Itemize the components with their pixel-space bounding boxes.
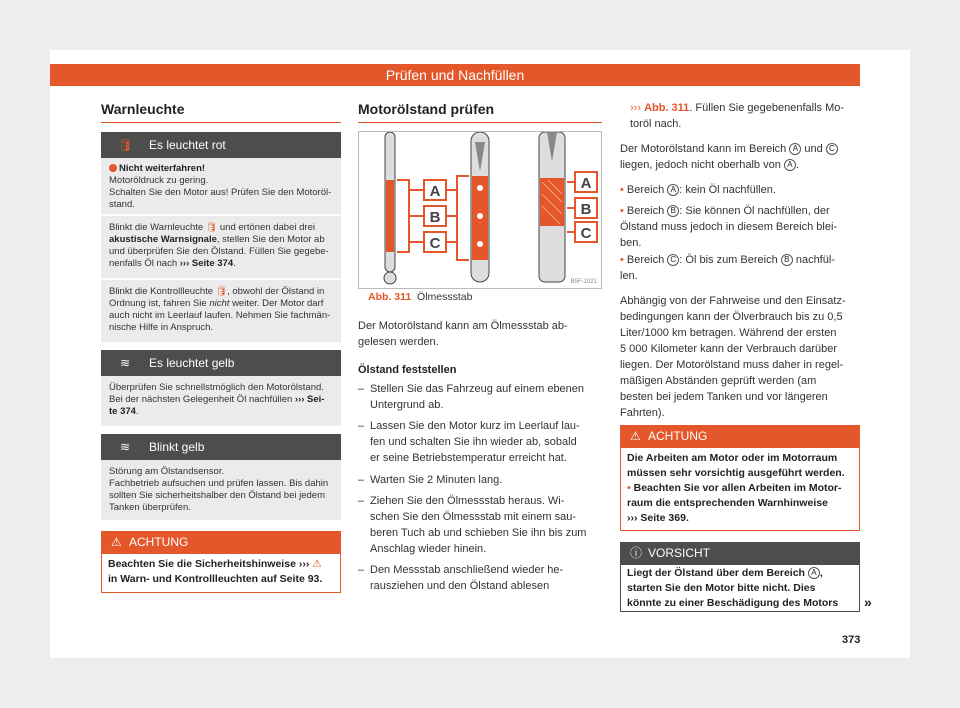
text: Bei der nächsten Gelegenheit Öl nachfüllen xyxy=(109,394,293,405)
label-c: C xyxy=(580,225,592,242)
oil-level-icon: ≋ xyxy=(119,440,131,454)
text-line: Stellen Sie das Fahrzeug auf einem ebenen xyxy=(370,383,585,395)
text-line: Motoröldruck zu gering. xyxy=(109,175,209,186)
oil-can-icon: 🛢 xyxy=(117,138,133,152)
chapter-header xyxy=(50,64,860,86)
text-line: Fahrten). xyxy=(620,407,665,419)
bar-label: Es leuchtet rot xyxy=(149,138,226,152)
text-line: müssen sehr vorsichtig ausgeführt werden. xyxy=(627,467,845,479)
text-line: rausziehen und den Ölstand ablesen xyxy=(370,580,550,592)
marker-dot xyxy=(477,213,483,219)
text: . Füllen Sie gegebenenfalls Mo- xyxy=(689,102,845,114)
text-line: ben. xyxy=(620,237,642,249)
oil-can-icon: 🛢 xyxy=(205,222,218,232)
label-c: C xyxy=(429,235,441,252)
text-line: Untergrund ab. xyxy=(370,399,444,411)
text-line: gelesen werden. xyxy=(358,336,439,348)
dash-marker: – xyxy=(358,420,365,432)
achtung-header-1 xyxy=(101,531,341,553)
section-rule xyxy=(358,122,602,123)
text: : Sie können Öl nachfüllen, der xyxy=(679,205,830,217)
label-b: B xyxy=(429,209,441,226)
text-line: sollten Sie sicherheitshalber den Ölstand bei jedem xyxy=(109,490,325,501)
dipstick-tip xyxy=(384,272,396,284)
text: Beachten Sie vor allen Arbeiten im Motor- xyxy=(633,482,842,494)
text-line: toröl nach. xyxy=(630,118,682,130)
badge-c: C xyxy=(667,254,679,266)
text-line: starten Sie den Motor bitte nicht. Dies xyxy=(627,582,816,594)
text-line: Tanken überprüfen. xyxy=(109,502,191,513)
text-line: und überprüfen Sie den Ölstand. Füllen Sie gegebe- xyxy=(109,246,329,257)
section-title-warnleuchte: Warnleuchte xyxy=(101,101,185,117)
caption-text: Ölmessstab xyxy=(417,291,473,303)
text-line: Überprüfen Sie schnellstmöglich den Motorölstand. xyxy=(109,382,324,393)
text: Liegt der Ölstand über dem Bereich xyxy=(627,567,805,579)
vorsicht-label: VORSICHT xyxy=(648,546,711,560)
page-number: 373 xyxy=(842,634,861,646)
text: Blinkt die Warnleuchte xyxy=(109,222,204,233)
text-line: liegen. Der Motorölstand muss daher in regel- xyxy=(620,359,844,371)
dash-marker: – xyxy=(358,495,365,507)
page-reference[interactable]: Sei- xyxy=(307,394,325,405)
info-circle-icon: ⓘ xyxy=(630,546,643,560)
text-line: schen Sie den Ölmessstab mit einem sau- xyxy=(370,511,577,523)
text-line: er seine Betriebstemperatur erreicht hat. xyxy=(370,452,567,464)
bar-es-leuchtet-rot xyxy=(101,132,341,158)
info-box-rot-3 xyxy=(101,280,341,342)
intro-text xyxy=(358,318,602,350)
text: weiter. Der Motor darf xyxy=(232,298,324,309)
page-reference[interactable]: Seite 374 xyxy=(191,258,234,269)
text: Bereich xyxy=(626,205,665,217)
dipstick-range xyxy=(386,180,394,252)
text: und xyxy=(804,143,823,155)
stop-icon xyxy=(109,164,117,172)
achtung-label: ACHTUNG xyxy=(648,429,708,443)
text-line: könnte zu einer Beschädigung des Motors xyxy=(627,597,839,609)
warning-triangle-icon: ⚠ xyxy=(111,535,122,549)
text-line: fen und schalten Sie ihn wieder ab, sobald xyxy=(370,436,577,448)
dash-marker: – xyxy=(358,474,365,486)
text: Beachten Sie die Sicherheitshinweise xyxy=(108,558,296,570)
bracket-lines xyxy=(409,190,424,242)
achtung-label: ACHTUNG xyxy=(129,535,189,549)
text-line: mäßigen Abständen geprüft werden (am xyxy=(620,375,817,387)
bullet-b xyxy=(620,203,860,251)
section-rule xyxy=(101,122,341,123)
text-line: Anschlag wieder hinein. xyxy=(370,543,487,555)
text: : kein Öl nachfüllen. xyxy=(679,184,776,196)
vorsicht-text xyxy=(627,566,857,611)
text-line: Der Motorölstand kann am Ölmessstab ab- xyxy=(358,320,568,332)
text: nenfalls Öl nach xyxy=(109,258,178,269)
text-line: Störung am Ölstandsensor. xyxy=(109,466,225,477)
bar-label: Blinkt gelb xyxy=(149,440,205,454)
bullet-a xyxy=(620,182,860,198)
label-a: A xyxy=(429,183,441,200)
badge-a: A xyxy=(808,567,820,579)
figure-oelmessstab xyxy=(358,131,602,289)
text-line: stand. xyxy=(109,199,135,210)
continue-arrow: » xyxy=(864,594,872,610)
caption-number: Abb. 311 xyxy=(368,291,412,303)
text: Bereich xyxy=(626,254,665,266)
info-box-rot-2: Blinkt die Warnleuchte 🛢 und ertönen dabei drei akustische Warnsignale, stellen Sie den Motor ab und überprüfen Sie den Ölstand. Füllen Sie gegebe- nenfalls Öl nach ››› Seite 374. xyxy=(101,216,341,278)
text-line: Lassen Sie den Motor kurz im Leerlauf lau- xyxy=(370,420,580,432)
cross-ref-arrow: ››› xyxy=(630,102,641,114)
figure-reference[interactable]: Abb. 311 xyxy=(644,102,690,114)
text-line: besten bei jedem Tanken und vor längeren xyxy=(620,391,828,403)
page-reference[interactable]: te 374 xyxy=(109,406,136,417)
text-line: bedingungen kann der Ölverbrauch bis zu 0,5 xyxy=(620,311,843,323)
vorsicht-header xyxy=(620,542,860,564)
label-a: A xyxy=(580,175,592,192)
cross-ref-arrow: ››› xyxy=(298,558,310,570)
text-line: Ölstand muss jedoch in diesem Bereich blei- xyxy=(620,221,838,233)
warning-heading: Nicht weiterfahren! xyxy=(119,163,206,174)
text-line: 5 000 Kilometer kann der Verbrauch darüber xyxy=(620,343,838,355)
oil-can-icon: 🛢 xyxy=(215,286,228,296)
consumption-paragraph xyxy=(620,293,860,421)
text-line: beren Tuch ab und schieben Sie ihn bis zum xyxy=(370,527,587,539)
marker-dot xyxy=(477,241,483,247)
dipstick-hatched-range xyxy=(540,178,564,226)
bracket xyxy=(397,180,409,252)
range-intro: Der Motorölstand kann im Bereich A und C liegen, jedoch nicht oberhalb von A . xyxy=(620,141,860,173)
text: : Öl bis zum Bereich xyxy=(679,254,778,266)
text: , obwohl der Ölstand in xyxy=(227,286,325,297)
text-line: Fachbetrieb aufsuchen und prüfen lassen. Bis dahin xyxy=(109,478,329,489)
section-title-motoroel: Motorölstand prüfen xyxy=(358,101,495,117)
text: und ertönen dabei drei xyxy=(219,222,315,233)
text-line: auch nicht im Leerlauf laufen. Nehmen Sie fachmän- xyxy=(109,310,331,321)
badge-b: B xyxy=(781,254,793,266)
warning-triangle-icon: ⚠ xyxy=(630,429,641,443)
bullet-dot: • xyxy=(620,205,624,217)
text: nachfül- xyxy=(795,254,835,266)
text: Ordnung ist, fahren Sie xyxy=(109,298,207,309)
chapter-title: Prüfen und Nachfüllen xyxy=(385,67,525,83)
bar-label: Es leuchtet gelb xyxy=(149,356,235,370)
cross-ref-arrow: ››› xyxy=(294,394,305,405)
bar-es-leuchtet-gelb xyxy=(101,350,341,376)
bullet-dot: • xyxy=(620,184,624,196)
text-line: Ziehen Sie den Ölmessstab heraus. Wi- xyxy=(370,495,565,507)
bold-text: akustische Warnsignale xyxy=(109,234,217,245)
warning-triangle-icon: ⚠ xyxy=(312,558,322,570)
figure-code: B5F-1021 xyxy=(570,279,597,285)
badge-a: A xyxy=(789,143,801,155)
label-b: B xyxy=(580,201,592,218)
text: liegen, jedoch nicht oberhalb von xyxy=(620,159,781,171)
text-line: Die Arbeiten am Motor oder im Motorraum xyxy=(627,452,838,464)
text-line: len. xyxy=(620,270,638,282)
cross-ref-arrow: ››› xyxy=(179,258,190,269)
page-reference[interactable]: Seite 369. xyxy=(640,512,689,524)
continuation-text xyxy=(620,100,860,132)
text-line: nische Hilfe in Anspruch. xyxy=(109,322,214,333)
info-box-gelb: Überprüfen Sie schnellstmöglich den Motorölstand. Bei der nächsten Gelegenheit Öl nachfüllen ››› Sei- te 374. xyxy=(101,376,341,426)
info-box-blinkt xyxy=(101,460,341,520)
bracket xyxy=(457,176,469,260)
cross-ref-arrow: ››› xyxy=(627,512,638,524)
badge-c: C xyxy=(826,143,838,155)
bracket-lines xyxy=(447,190,457,242)
dipstick-illustration xyxy=(359,132,601,288)
bullet-dot: • xyxy=(627,482,631,494)
subhead-oelstand: Ölstand feststellen xyxy=(358,364,457,376)
figure-caption xyxy=(368,291,472,303)
achtung-header-2 xyxy=(620,425,860,447)
text-line: raum die entsprechenden Warnhinweise xyxy=(627,497,828,509)
badge-a: A xyxy=(784,159,796,171)
text-line: Warten Sie 2 Minuten lang. xyxy=(370,474,503,486)
text: Bereich xyxy=(626,184,665,196)
achtung-text-1 xyxy=(108,557,338,587)
badge-b: B xyxy=(667,205,679,217)
bar-blinkt-gelb xyxy=(101,434,341,460)
italic-text: nicht xyxy=(209,298,230,309)
text-line: in Warn- und Kontrollleuchten auf Seite 93. xyxy=(108,573,323,585)
marker-dot xyxy=(477,185,483,191)
text: Blinkt die Kontrollleuchte xyxy=(109,286,214,297)
text: Der Motorölstand kann im Bereich xyxy=(620,143,787,155)
bullet-dot: • xyxy=(620,254,624,266)
info-box-rot-1 xyxy=(101,158,341,214)
dash-marker: – xyxy=(358,564,365,576)
achtung-text-2 xyxy=(627,451,857,526)
text-line: Schalten Sie den Motor aus! Prüfen Sie den Motoröl- xyxy=(109,187,332,198)
bracket-lines xyxy=(567,182,575,232)
text-line: Abhängig von der Fahrweise und den Einsatz- xyxy=(620,295,846,307)
dash-marker: – xyxy=(358,383,365,395)
text: , stellen Sie den Motor ab xyxy=(216,234,325,245)
bullet-c xyxy=(620,252,860,284)
text-line: Den Messstab anschließend wieder he- xyxy=(370,564,564,576)
badge-a: A xyxy=(667,184,679,196)
oil-level-icon: ≋ xyxy=(119,356,131,370)
text-line: Liter/1000 km betragen. Während der ersten xyxy=(620,327,837,339)
text: , xyxy=(819,567,823,579)
